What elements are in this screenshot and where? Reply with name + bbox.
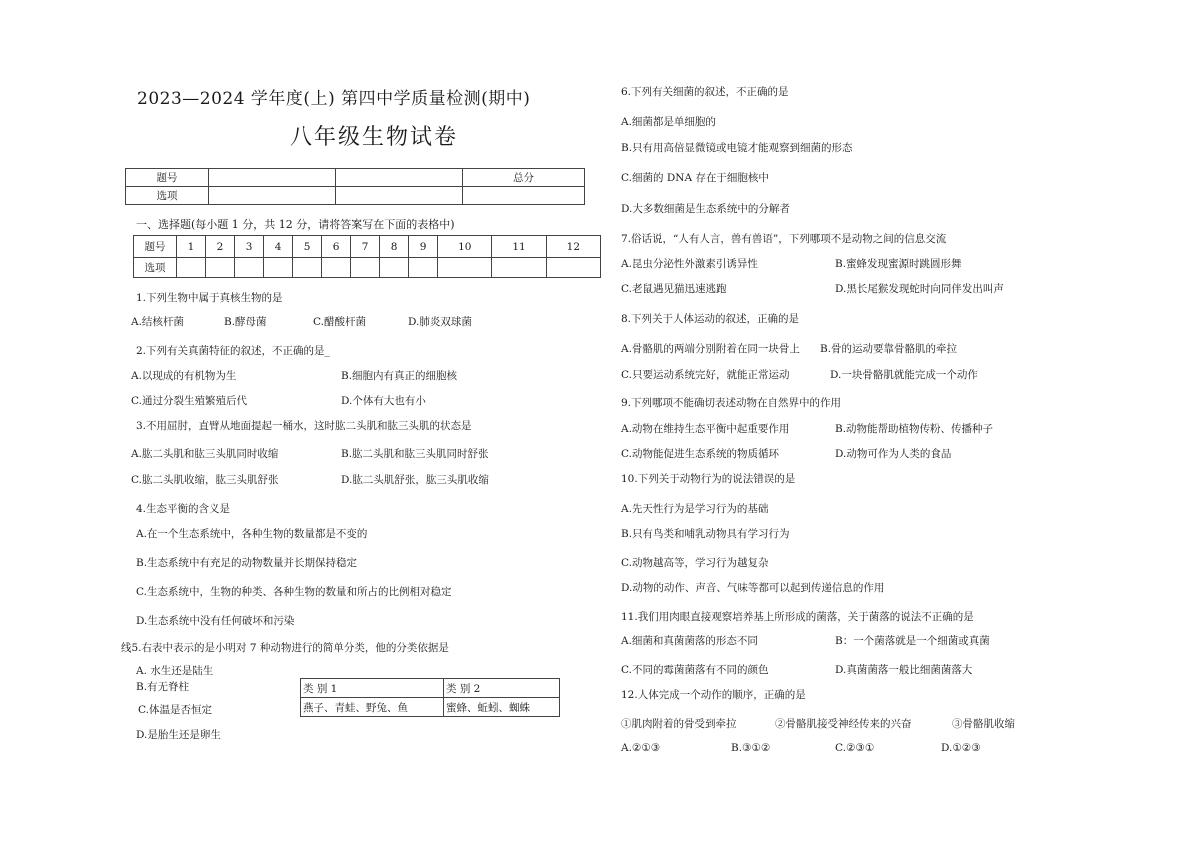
question-8-stem: 8.下列关于人体运动的叙述，正确的是 xyxy=(621,313,800,325)
question-number: 10 xyxy=(438,236,492,258)
question-8-option-d: D.一块骨骼肌就能完成一个动作 xyxy=(830,369,978,381)
question-number: 9 xyxy=(409,236,438,258)
question-10-stem: 10.下列关于动物行为的说法错误的是 xyxy=(621,473,796,485)
answer-cell[interactable] xyxy=(438,258,492,278)
question-number: 11 xyxy=(492,236,546,258)
answer-table-answer-row xyxy=(134,258,601,278)
answer-cell[interactable] xyxy=(409,258,438,278)
question-number: 3 xyxy=(235,236,264,258)
question-5-option-c: C.体温是否恒定 xyxy=(138,704,212,716)
question-4-option-a: A.在一个生态系统中，各种生物的数量都是不变的 xyxy=(136,528,368,540)
question-12-stem: 12.人体完成一个动作的顺序，正确的是 xyxy=(621,689,806,701)
section-heading: 一、选择题(每小题 1 分，共 12 分，请将答案写在下面的表格中) xyxy=(136,218,455,231)
question-3-option-a: A.肱二头肌和肱三头肌同时收缩 xyxy=(131,448,279,460)
answer-cell[interactable] xyxy=(264,258,293,278)
question-8-option-b: B.骨的运动要靠骨骼肌的牵拉 xyxy=(820,343,958,355)
question-3-option-c: C.肱二头肌收缩，肱三头肌舒张 xyxy=(131,474,279,486)
question-10-option-c: C.动物越高等，学习行为越复杂 xyxy=(621,557,769,569)
question-12-option-a: A.②①③ xyxy=(621,742,661,754)
question-2-option-d: D.个体有大也有小 xyxy=(341,395,426,407)
answer-cell[interactable] xyxy=(351,258,380,278)
answer-cell[interactable] xyxy=(177,258,206,278)
classification-table xyxy=(300,678,560,717)
score-table-cell xyxy=(463,187,585,205)
question-1-option-d: D.肺炎双球菌 xyxy=(408,316,472,328)
question-4-option-b: B.生态系统中有充足的动物数量并长期保持稳定 xyxy=(136,557,358,569)
answer-cell[interactable] xyxy=(235,258,264,278)
class-2-header: 类 别 2 xyxy=(444,679,560,698)
question-number: 2 xyxy=(206,236,235,258)
score-table-cell: 题号 xyxy=(126,169,209,187)
answer-cell[interactable] xyxy=(206,258,235,278)
class-1-header: 类 别 1 xyxy=(301,679,444,698)
question-12-option-c: C.②③① xyxy=(835,742,875,754)
exam-subtitle: 八年级生物试卷 xyxy=(290,125,459,150)
question-12-option-d: D.①②③ xyxy=(941,742,981,754)
question-8-option-c: C.只要运动系统完好，就能正常运动 xyxy=(621,369,790,381)
question-2-option-a: A.以现成的有机物为生 xyxy=(131,370,237,382)
score-table-cell xyxy=(336,187,463,205)
question-3-option-b: B.肱二头肌和肱三头肌同时舒张 xyxy=(341,448,489,460)
question-11-stem: 11.我们用肉眼直接观察培养基上所形成的菌落，关于菌落的说法不正确的是 xyxy=(621,611,974,623)
question-10-option-b: B.只有鸟类和哺乳动物具有学习行为 xyxy=(621,528,790,540)
score-table-cell: 选项 xyxy=(126,187,209,205)
question-5-option-a: A. 水生还是陆生 xyxy=(136,665,214,677)
question-11-option-a: A.细菌和真菌菌落的形态不同 xyxy=(621,635,758,647)
question-10-option-a: A.先天性行为是学习行为的基础 xyxy=(621,503,769,515)
answer-table-label: 题号 xyxy=(134,236,177,258)
question-4-option-d: D.生态系统中没有任何破坏和污染 xyxy=(136,615,295,627)
question-6-option-c: C.细菌的 DNA 存在于细胞核中 xyxy=(621,172,769,184)
question-2-stem: 2.下列有关真菌特征的叙述，不正确的是_ xyxy=(136,345,330,357)
question-12-step-1: ①肌肉附着的骨受到牵拉 xyxy=(621,718,737,730)
question-1-option-a: A.结核杆菌 xyxy=(131,316,184,328)
exam-title: 2023—2024 学年度(上) 第四中学质量检测(期中) xyxy=(137,89,531,109)
question-number: 5 xyxy=(293,236,322,258)
answer-table xyxy=(133,235,601,278)
question-9-option-b: B.动物能帮助植物传粉、传播种子 xyxy=(835,423,994,435)
question-1-option-b: B.酵母菌 xyxy=(224,316,267,328)
question-11-option-b: B：一个菌落就是一个细菌或真菌 xyxy=(835,635,990,647)
question-2-option-b: B.细胞内有真正的细胞核 xyxy=(341,370,458,382)
question-6-option-d: D.大多数细菌是生态系统中的分解者 xyxy=(621,203,790,215)
question-11-option-d: D.真菌菌落一般比细菌菌落大 xyxy=(835,664,973,676)
question-9-option-c: C.动物能促进生态系统的物质循环 xyxy=(621,448,779,460)
question-4-option-c: C.生态系统中，生物的种类、各种生物的数量和所占的比例相对稳定 xyxy=(136,586,452,598)
question-3-stem: 3.不用屈肘，直臂从地面提起一桶水，这时肱二头肌和肱三头肌的状态是 xyxy=(136,420,472,432)
question-1-option-c: C.醋酸杆菌 xyxy=(313,316,366,328)
answer-table-header-row xyxy=(134,236,601,258)
question-5-stem: 线5.右表中表示的是小明对 7 种动物进行的简单分类，他的分类依据是 xyxy=(121,642,449,654)
score-table-total: 总分 xyxy=(463,169,585,187)
question-9-option-d: D.动物可作为人类的食品 xyxy=(835,448,952,460)
question-12-option-b: B.③①② xyxy=(731,742,771,754)
question-7-option-c: C.老鼠遇见猫迅速逃跑 xyxy=(621,283,727,295)
answer-cell[interactable] xyxy=(546,258,600,278)
question-9-stem: 9.下列哪项不能确切表述动物在自然界中的作用 xyxy=(621,397,842,409)
question-7-stem: 7.俗话说，“人有人言，兽有兽语”，下列哪项不是动物之间的信息交流 xyxy=(621,233,947,245)
question-number: 12 xyxy=(546,236,600,258)
question-6-option-a: A.细菌都是单细胞的 xyxy=(621,116,716,128)
score-table xyxy=(125,168,585,205)
answer-cell[interactable] xyxy=(293,258,322,278)
question-7-option-b: B.蜜蜂发现蜜源时跳圆形舞 xyxy=(835,258,962,270)
question-12-step-3: ③骨骼肌收缩 xyxy=(952,718,1015,730)
score-table-cell xyxy=(209,169,336,187)
question-9-option-a: A.动物在维持生态平衡中起重要作用 xyxy=(621,423,790,435)
question-10-option-d: D.动物的动作、声音、气味等都可以起到传递信息的作用 xyxy=(621,582,885,594)
class-1-animals: 燕子、青蛙、野兔、鱼 xyxy=(301,698,444,717)
question-number: 7 xyxy=(351,236,380,258)
question-4-stem: 4.生态平衡的含义是 xyxy=(136,503,231,515)
score-table-cell xyxy=(336,169,463,187)
question-7-option-a: A.昆虫分泌性外激素引诱异性 xyxy=(621,258,758,270)
class-2-animals: 蜜蜂、蚯蚓、蜘蛛 xyxy=(444,698,560,717)
question-number: 1 xyxy=(177,236,206,258)
answer-cell[interactable] xyxy=(322,258,351,278)
answer-table-label: 选项 xyxy=(134,258,177,278)
question-1-stem: 1.下列生物中属于真核生物的是 xyxy=(136,292,283,304)
answer-cell[interactable] xyxy=(492,258,546,278)
question-12-step-2: ②骨骼肌接受神经传来的兴奋 xyxy=(775,718,912,730)
question-6-stem: 6.下列有关细菌的叙述，不正确的是 xyxy=(621,86,789,98)
question-number: 8 xyxy=(380,236,409,258)
question-2-option-c: C.通过分裂生殖繁殖后代 xyxy=(131,395,247,407)
question-number: 6 xyxy=(322,236,351,258)
question-11-option-c: C.不同的霉菌菌落有不同的颜色 xyxy=(621,664,769,676)
question-5-option-d: D.是胎生还是卵生 xyxy=(136,729,221,741)
question-3-option-d: D.肱二头肌舒张，肱三头肌收缩 xyxy=(341,474,489,486)
question-8-option-a: A.骨骼肌的两端分别附着在同一块骨上 xyxy=(621,343,800,355)
question-5-option-b: B.有无脊柱 xyxy=(136,681,190,693)
question-6-option-b: B.只有用高倍显微镜或电镜才能观察到细菌的形态 xyxy=(621,142,853,154)
question-number: 4 xyxy=(264,236,293,258)
answer-cell[interactable] xyxy=(380,258,409,278)
question-7-option-d: D.黑长尾猴发现蛇时向同伴发出叫声 xyxy=(835,283,1004,295)
score-table-cell xyxy=(209,187,336,205)
